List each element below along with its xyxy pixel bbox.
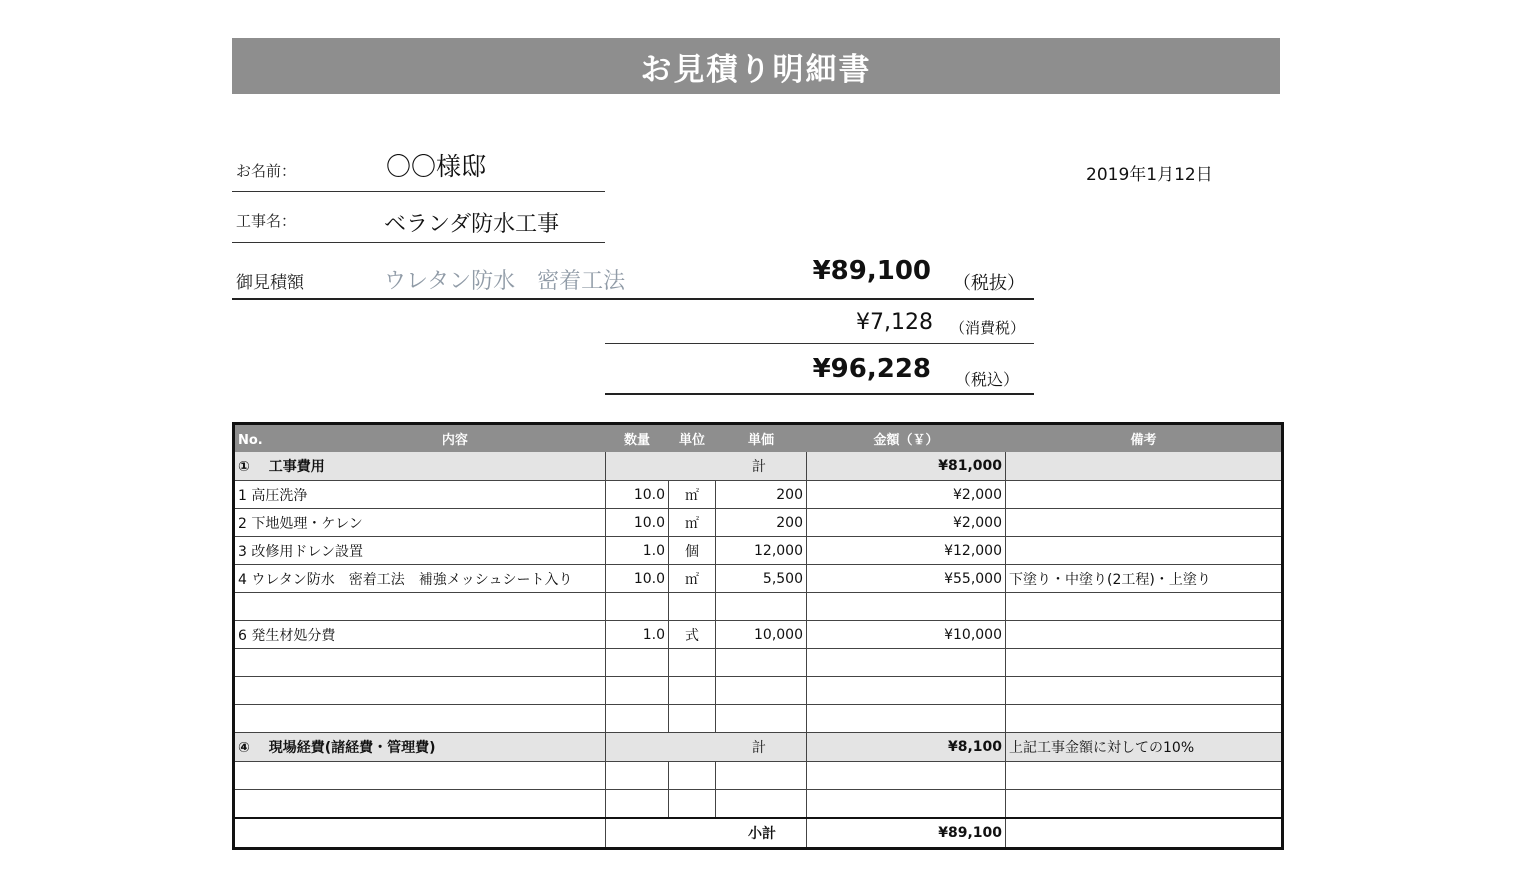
item-content bbox=[234, 677, 606, 705]
subtotal-note: （税抜） bbox=[953, 273, 1025, 294]
table-row bbox=[234, 705, 1283, 733]
item-content bbox=[234, 593, 606, 621]
table-header-row bbox=[234, 424, 1283, 452]
item-price bbox=[716, 593, 807, 621]
subtotal-note-cell bbox=[1006, 818, 1283, 849]
tax-amount: ¥7,128 bbox=[856, 310, 933, 335]
item-unit bbox=[669, 705, 716, 733]
total-amount: ¥96,228 bbox=[812, 354, 931, 384]
total-note: （税込） bbox=[955, 370, 1020, 389]
item-qty: 10.0 bbox=[606, 481, 669, 509]
header-qty: 数量 bbox=[606, 424, 669, 452]
project-underline bbox=[232, 242, 605, 243]
item-note bbox=[1006, 649, 1283, 677]
item-unit: 式 bbox=[669, 621, 716, 649]
subtotal-amount: ¥89,100 bbox=[812, 256, 931, 286]
item-note bbox=[1006, 537, 1283, 565]
item-qty bbox=[606, 762, 669, 790]
table-row bbox=[234, 621, 1283, 649]
item-unit bbox=[669, 677, 716, 705]
item-amount bbox=[807, 705, 1006, 733]
item-content: 4 ウレタン防水 密着工法 補強メッシュシート入り bbox=[234, 565, 606, 593]
table-row bbox=[234, 565, 1283, 593]
table-row bbox=[234, 593, 1283, 621]
subtotal-row bbox=[234, 818, 1283, 849]
project-label: 工事名： bbox=[236, 212, 297, 230]
item-note bbox=[1006, 509, 1283, 537]
customer-name: 〇〇様邸 bbox=[386, 152, 487, 181]
table-row bbox=[234, 790, 1283, 819]
construction-method: ウレタン防水 密着工法 bbox=[384, 269, 626, 294]
section-row-site-expenses bbox=[234, 733, 1283, 762]
tax-underline bbox=[605, 343, 1034, 344]
table-row bbox=[234, 762, 1283, 790]
item-qty bbox=[606, 705, 669, 733]
item-qty bbox=[606, 649, 669, 677]
item-price bbox=[716, 762, 807, 790]
item-price: 200 bbox=[716, 481, 807, 509]
item-qty bbox=[606, 593, 669, 621]
item-unit: 個 bbox=[669, 537, 716, 565]
item-note bbox=[1006, 593, 1283, 621]
section-note: 上記工事金額に対しての10% bbox=[1006, 733, 1283, 762]
section-label: ① 工事費用 bbox=[234, 452, 606, 481]
item-unit: ㎡ bbox=[669, 509, 716, 537]
item-unit bbox=[669, 649, 716, 677]
item-unit bbox=[669, 593, 716, 621]
customer-underline bbox=[232, 191, 605, 192]
item-content: 6 発生材処分費 bbox=[234, 621, 606, 649]
page-title: お見積り明細書 bbox=[232, 38, 1280, 94]
item-note bbox=[1006, 705, 1283, 733]
item-note bbox=[1006, 790, 1283, 819]
section-amount: ¥81,000 bbox=[807, 452, 1006, 481]
item-amount: ¥2,000 bbox=[807, 509, 1006, 537]
table-row bbox=[234, 537, 1283, 565]
item-unit: ㎡ bbox=[669, 565, 716, 593]
item-qty bbox=[606, 790, 669, 819]
header-unit: 単位 bbox=[669, 424, 716, 452]
item-amount bbox=[807, 790, 1006, 819]
item-unit bbox=[669, 762, 716, 790]
item-amount: ¥55,000 bbox=[807, 565, 1006, 593]
section-calc: 計 bbox=[606, 733, 807, 762]
section-amount: ¥8,100 bbox=[807, 733, 1006, 762]
item-qty: 1.0 bbox=[606, 537, 669, 565]
item-note bbox=[1006, 762, 1283, 790]
total-underline bbox=[605, 393, 1034, 395]
table-row bbox=[234, 481, 1283, 509]
customer-label: お名前： bbox=[236, 162, 297, 180]
item-note bbox=[1006, 677, 1283, 705]
item-qty: 1.0 bbox=[606, 621, 669, 649]
item-price: 5,500 bbox=[716, 565, 807, 593]
item-price bbox=[716, 790, 807, 819]
estimate-label: 御見積額 bbox=[236, 273, 304, 293]
project-name: ベランダ防水工事 bbox=[384, 212, 560, 237]
subtotal-label: 小計 bbox=[606, 818, 807, 849]
item-amount bbox=[807, 649, 1006, 677]
item-price: 12,000 bbox=[716, 537, 807, 565]
section-row-construction bbox=[234, 452, 1283, 481]
subtotal-spacer bbox=[234, 818, 606, 849]
header-no: No. bbox=[238, 432, 263, 448]
item-amount bbox=[807, 593, 1006, 621]
item-price bbox=[716, 705, 807, 733]
item-content: 1 高圧洗浄 bbox=[234, 481, 606, 509]
item-amount: ¥2,000 bbox=[807, 481, 1006, 509]
item-price: 200 bbox=[716, 509, 807, 537]
item-content bbox=[234, 705, 606, 733]
item-amount bbox=[807, 762, 1006, 790]
header-price: 単価 bbox=[716, 424, 807, 452]
header-amount: 金額（￥） bbox=[807, 424, 1006, 452]
item-content bbox=[234, 649, 606, 677]
tax-note: （消費税） bbox=[950, 319, 1026, 337]
table-row bbox=[234, 509, 1283, 537]
header-content-label: 内容 bbox=[441, 432, 468, 448]
item-amount: ¥10,000 bbox=[807, 621, 1006, 649]
subtotal-value: ¥89,100 bbox=[807, 818, 1006, 849]
item-note bbox=[1006, 621, 1283, 649]
item-content: 3 改修用ドレン設置 bbox=[234, 537, 606, 565]
section-calc: 計 bbox=[606, 452, 807, 481]
item-note bbox=[1006, 481, 1283, 509]
item-amount: ¥12,000 bbox=[807, 537, 1006, 565]
item-qty: 10.0 bbox=[606, 509, 669, 537]
header-note: 備考 bbox=[1006, 424, 1283, 452]
item-content bbox=[234, 762, 606, 790]
estimate-detail-table bbox=[232, 422, 1284, 850]
item-unit: ㎡ bbox=[669, 481, 716, 509]
estimate-date: 2019年1月12日 bbox=[1086, 165, 1213, 185]
item-content: 2 下地処理・ケレン bbox=[234, 509, 606, 537]
section-note bbox=[1006, 452, 1283, 481]
item-price bbox=[716, 677, 807, 705]
table-row bbox=[234, 649, 1283, 677]
item-amount bbox=[807, 677, 1006, 705]
item-note: 下塗り・中塗り(2工程)・上塗り bbox=[1006, 565, 1283, 593]
item-price: 10,000 bbox=[716, 621, 807, 649]
item-qty bbox=[606, 677, 669, 705]
item-content bbox=[234, 790, 606, 819]
header-content bbox=[234, 424, 606, 452]
item-unit bbox=[669, 790, 716, 819]
item-price bbox=[716, 649, 807, 677]
table-row bbox=[234, 677, 1283, 705]
section-label: ④ 現場経費(諸経費・管理費) bbox=[234, 733, 606, 762]
item-qty: 10.0 bbox=[606, 565, 669, 593]
estimate-underline bbox=[232, 298, 1034, 300]
